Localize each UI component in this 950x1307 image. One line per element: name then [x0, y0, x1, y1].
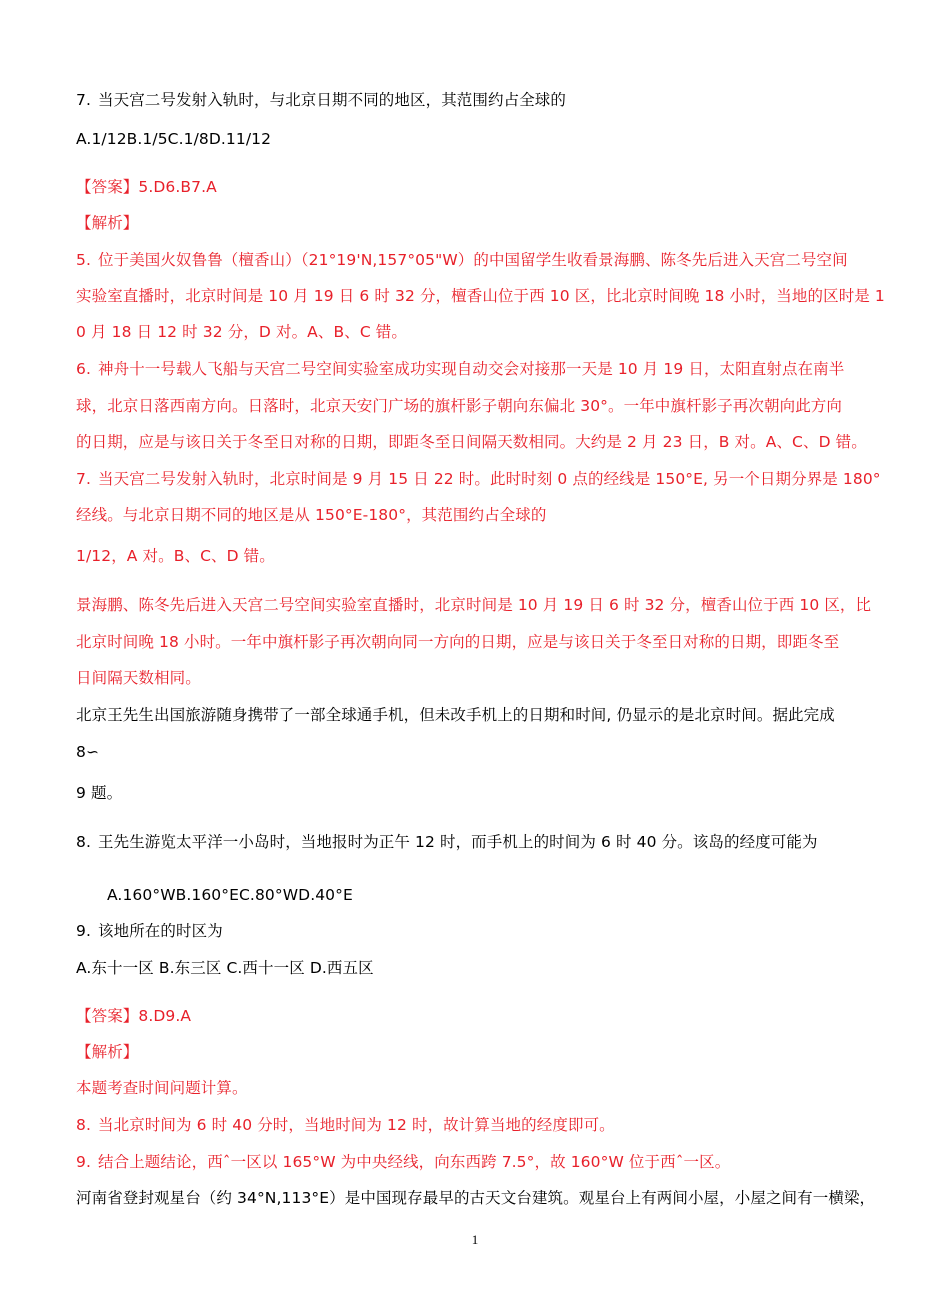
question-number: 9. [76, 922, 91, 940]
answer-line-2 [76, 1005, 886, 1027]
explanation-number: 8. [76, 1116, 91, 1134]
answer-value: 8.D9.A [138, 1007, 192, 1025]
analysis-label-1: 【解析】 [76, 214, 139, 232]
explanation-6-line-1 [76, 358, 886, 380]
explanation-5-line-1 [76, 249, 886, 271]
summary-line-2: 北京时间晚 18 小时。一年中旗杆影子再次朝向同一方向的日期，应是与该日关于冬至日对称的日期，即距冬至 [76, 633, 840, 651]
question-text: 当天宫二号发射入轨时，与北京日期不同的地区，其范围约占全球的 [98, 91, 567, 109]
explanation-6-line-3: 的日期，应是与该日关于冬至日对称的日期，即距冬至日间隔天数相同。大约是 2 月 23 日，B 对。A、C、D 错。 [76, 433, 867, 451]
page-number: 1 [471, 1232, 479, 1247]
explanation-6-line-2: 球，北京日落西南方向。日落时，北京天安门广场的旗杆影子朝向东偏北 30°。一年中旗杆影子再次朝向此方向 [76, 397, 843, 415]
answer-value: 5.D6.B7.A [138, 178, 217, 196]
explanation-number: 6. [76, 360, 91, 378]
explanation-text: 当北京时间为 6 时 40 分时，当地时间为 12 时，故计算当地的经度即可。 [98, 1116, 615, 1134]
explanation-number: 9. [76, 1153, 91, 1171]
explanation-9 [76, 1151, 886, 1173]
question-9-options: A.东十一区 B.东三区 C.西十一区 D.西五区 [76, 959, 374, 977]
summary-line-1: 景海鹏、陈冬先后进入天宫二号空间实验室直播时，北京时间是 10 月 19 日 6 时 32 分，檀香山位于西 10 区，比 [76, 596, 872, 614]
summary-line-3: 日间隔天数相同。 [76, 669, 201, 687]
explanation-number: 5. [76, 251, 91, 269]
explanation-5-line-2: 实验室直播时，北京时间是 10 月 19 日 6 时 32 分，檀香山位于西 10 区，比北京时间晚 18 小时，当地的区时是 1 [76, 287, 885, 305]
explanation-7-line-2: 经线。与北京日期不同的地区是从 150°E-180°，其范围约占全球的 [76, 506, 547, 524]
answer-label: 【答案】 [76, 1007, 139, 1025]
explanation-8 [76, 1114, 886, 1136]
question-number: 8. [76, 833, 91, 851]
explanation-5-line-3: 0 月 18 日 12 时 32 分，D 对。A、B、C 错。 [76, 323, 407, 341]
analysis-intro: 本题考查时间问题计算。 [76, 1079, 248, 1097]
explanation-text: 位于美国火奴鲁鲁（檀香山）（21°19'N,157°05"W）的中国留学生收看景海鹏、陈冬先后进入天宫二号空间 [98, 251, 848, 269]
question-7-options: A.1/12B.1/5C.1/8D.11/12 [76, 130, 272, 148]
explanation-text: 结合上题结论，西ˆ一区以 165°W 为中央经线，向东西跨 7.5°，故 160°W 位于西ˆ一区。 [98, 1153, 731, 1171]
answer-label: 【答案】 [76, 178, 139, 196]
explanation-text: 当天宫二号发射入轨时，北京时间是 9 月 15 日 22 时。此时时刻 0 点的经线是 150°E, 另一个日期分界是 180° [98, 470, 881, 488]
explanation-number: 7. [76, 470, 91, 488]
question-number: 7. [76, 91, 91, 109]
explanation-7-line-3: 1/12，A 对。B、C、D 错。 [76, 547, 275, 565]
question-text: 王先生游览太平洋一小岛时，当地报时为正午 12 时，而手机上的时间为 6 时 40 分。该岛的经度可能为 [98, 833, 818, 851]
intro-8-9-line-2: 8∽ [76, 743, 100, 761]
question-8-options: A.160°WB.160°EC.80°WD.40°E [107, 886, 353, 904]
question-9-stem [76, 920, 886, 942]
question-text: 该地所在的时区为 [98, 922, 223, 940]
intro-next-passage: 河南省登封观星台（约 34°N,113°E）是中国现存最早的古天文台建筑。观星台上有两间小屋，小屋之间有一横梁， [76, 1189, 876, 1207]
question-7-stem [76, 89, 886, 111]
intro-8-9-line-3: 9 题。 [76, 784, 123, 802]
answer-line-1 [76, 176, 886, 198]
explanation-text: 神舟十一号载人飞船与天宫二号空间实验室成功实现自动交会对接那一天是 10 月 19 日，太阳直射点在南半 [98, 360, 845, 378]
question-8-stem [76, 831, 886, 853]
explanation-7-line-1 [76, 468, 886, 490]
intro-8-9-line-1: 北京王先生出国旅游随身携带了一部全球通手机，但未改手机上的日期和时间, 仍显示的是北京时间。据此完成 [76, 706, 835, 724]
analysis-label-2: 【解析】 [76, 1043, 139, 1061]
